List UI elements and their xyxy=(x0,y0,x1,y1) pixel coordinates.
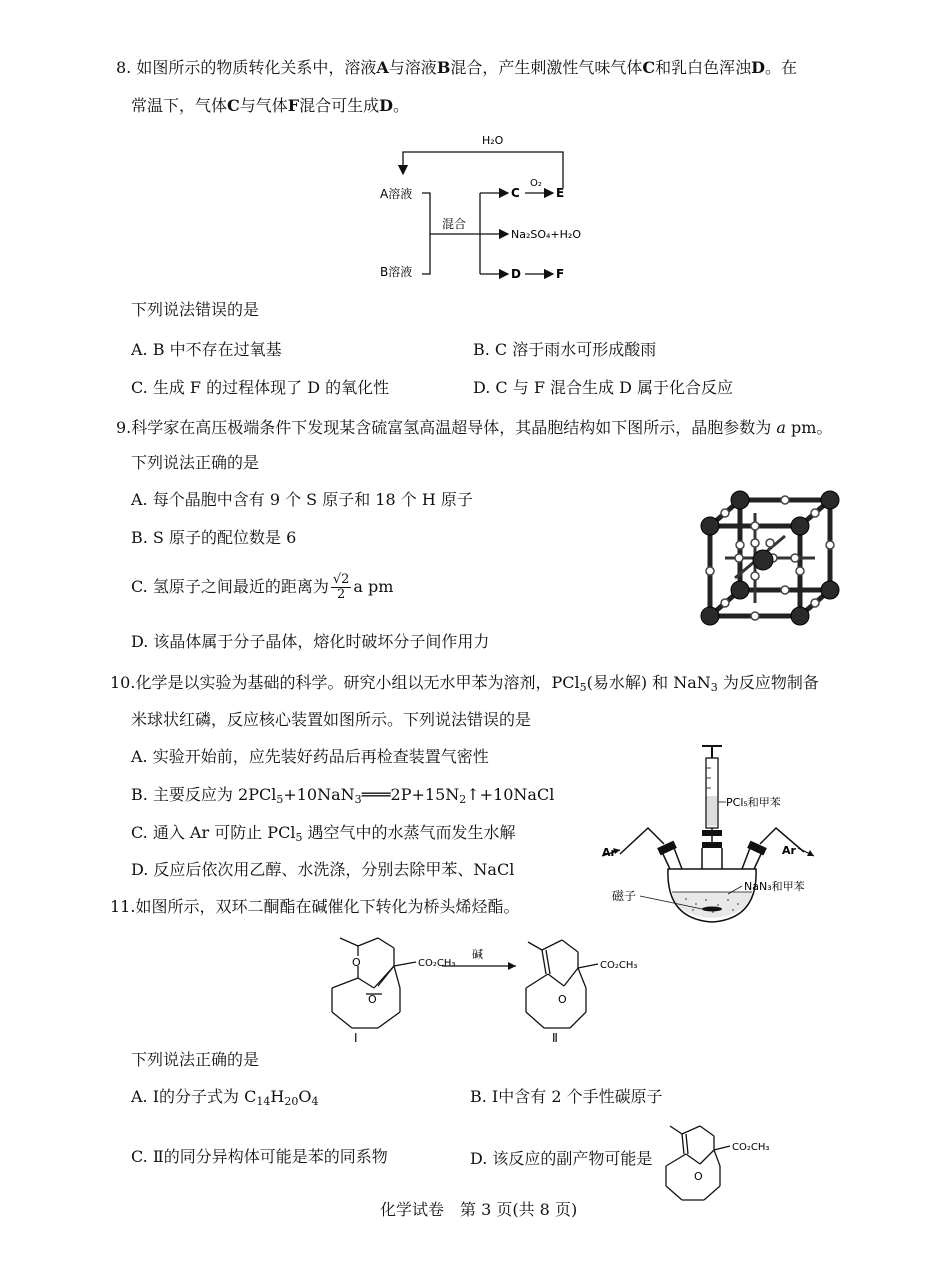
q11-reaction-scheme xyxy=(320,930,660,1042)
q11-byproduct-o: O xyxy=(694,1170,703,1183)
q10-stirrer-label: 磁子 xyxy=(612,889,637,903)
q11-question: 下列说法正确的是 xyxy=(131,1050,260,1069)
q10-stem-line1: 10.化学是以实验为基础的科学。研究小组以无水甲苯为溶剂，PCl$_5$(易水解) 和 NaN$_3$ 为反应物制备 xyxy=(110,673,819,694)
q8-b-solution: B溶液 xyxy=(380,265,413,279)
q9-option-c: C. 氢原子之间最近的距离为 $\frac{√2}{2}$ a pm xyxy=(131,572,394,602)
q9-number: 9. xyxy=(116,418,132,437)
q10-option-a: A. 实验开始前，应先装好药品后再检查装置气密性 xyxy=(131,747,489,766)
q10-option-c: C. 通入 Ar 可防止 PCl$_5$ 遇空气中的水蒸气而发生水解 xyxy=(131,823,516,844)
q8-f-label: F xyxy=(556,267,565,281)
q10-stem-line2: 米球状红磷，反应核心装置如图所示。下列说法错误的是 xyxy=(131,710,532,729)
q10-ar-left: Ar xyxy=(602,846,616,859)
q11-option-d: D. 该反应的副产物可能是 xyxy=(470,1149,653,1168)
q9-crystal-cell xyxy=(695,488,845,638)
q8-option-c: C. 生成 F 的过程体现了 D 的氧化性 xyxy=(131,378,390,397)
q11-option-a: A. Ⅰ的分子式为 $C_{14}H_{20}O_4$ xyxy=(131,1087,319,1108)
q11-ii-o: O xyxy=(558,993,567,1006)
q11-option-b: B. Ⅰ中含有 2 个手性碳原子 xyxy=(470,1087,663,1106)
q11-label-i: Ⅰ xyxy=(354,1031,358,1042)
q11-byproduct-substituent: CO₂CH₃ xyxy=(732,1142,770,1153)
q11-ii-substituent: CO₂CH₃ xyxy=(600,960,638,971)
page-footer: 化学试卷 第 3 页(共 8 页) xyxy=(380,1200,578,1219)
q8-option-d: D. C 与 F 混合生成 D 属于化合反应 xyxy=(473,378,734,397)
q11-option-c: C. Ⅱ的同分异构体可能是苯的同系物 xyxy=(131,1147,388,1166)
q9-question: 下列说法正确的是 xyxy=(131,453,260,472)
q8-d-label: D xyxy=(511,267,521,281)
q8-option-b: B. C 溶于雨水可形成酸雨 xyxy=(473,340,657,359)
q10-option-b: B. 主要反应为 $2PCl_5+10NaN_3═══2P+15N_2↑+10NaCl$ xyxy=(131,785,555,806)
q8-h2o-label: H₂O xyxy=(482,134,504,147)
q11-label-ii: Ⅱ xyxy=(552,1031,558,1042)
q8-mix-label: 混合 xyxy=(442,217,467,231)
q8-e-label: E xyxy=(556,186,565,200)
q8-flow-diagram xyxy=(370,128,600,290)
q11-base-reagent: 碱 xyxy=(472,948,483,961)
q9-option-a: A. 每个晶胞中含有 9 个 S 原子和 18 个 H 原子 xyxy=(131,490,473,509)
q10-nan3-label: NaN₃和甲苯 xyxy=(744,880,805,893)
q9-fraction: $\frac{√2}{2}$ xyxy=(332,572,350,602)
q10-number: 10. xyxy=(110,673,136,692)
q8-stem-line2: 常温下，气体C与气体F混合可生成D。 xyxy=(131,96,410,115)
q8-o2-label: O₂ xyxy=(530,178,542,189)
q11-number: 11. xyxy=(110,897,136,916)
q11-stem: 11.如图所示，双环二酮酯在碱催化下转化为桥头烯烃酯。 xyxy=(110,897,520,916)
q9-stem-line1: 9.科学家在高压极端条件下发现某含硫富氢高温超导体，其晶胞结构如下图所示，晶胞参数为 a pm。 xyxy=(116,418,833,437)
q11-i-ring-o: O xyxy=(352,956,361,969)
q9-option-b: B. S 原子的配位数是 6 xyxy=(131,528,297,547)
q8-products-label: Na₂SO₄+H₂O xyxy=(511,228,581,241)
q8-stem-line1: 8. 如图所示的物质转化关系中，溶液A与溶液B混合，产生刺激性气味气体C和乳白色浑浊D。在 xyxy=(116,58,797,77)
q8-option-a: A. B 中不存在过氧基 xyxy=(131,340,282,359)
q11-i-keto-o: O xyxy=(368,993,377,1006)
q9-option-d: D. 该晶体属于分子晶体，熔化时破坏分子间作用力 xyxy=(131,632,490,651)
q8-question: 下列说法错误的是 xyxy=(131,300,260,319)
q10-pcl5-label: PCl₅和甲苯 xyxy=(726,796,781,809)
q8-c-label: C xyxy=(511,186,520,200)
q8-number: 8. xyxy=(116,58,132,77)
q10-option-d: D. 反应后依次用乙醇、水洗涤，分别去除甲苯、NaCl xyxy=(131,860,515,879)
q11-i-substituent: CO₂CH₃ xyxy=(418,958,456,969)
q11-byproduct-structure xyxy=(660,1120,780,1204)
q10-ar-right: Ar xyxy=(782,844,796,857)
q8-a-solution: A溶液 xyxy=(380,187,413,201)
q10-apparatus xyxy=(598,744,838,926)
